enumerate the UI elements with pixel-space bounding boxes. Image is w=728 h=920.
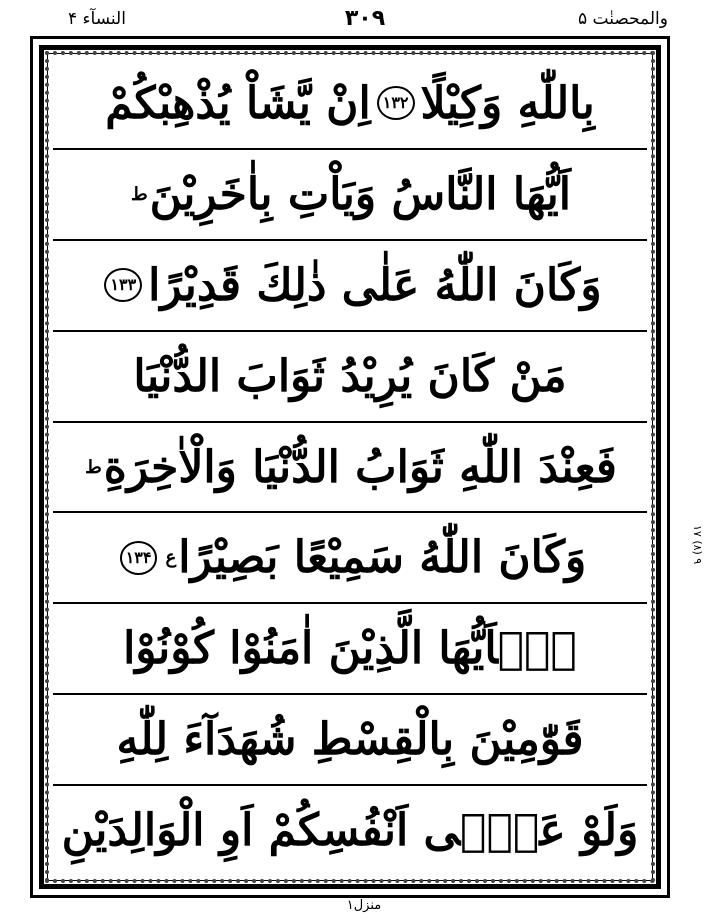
verse-line — [53, 332, 647, 423]
ayah-number: ۱۳۳ — [104, 268, 142, 302]
verse-text: وَكَانَ اللّٰهُ عَلٰى ذٰلِكَ قَدِيْرًا — [148, 259, 602, 311]
text-area — [53, 59, 647, 875]
verse-line — [53, 786, 647, 875]
manzil-marker: منزل۱ — [346, 898, 382, 913]
ornamental-frame — [30, 36, 670, 898]
verse-text: وَلَوْ عَلٰۤى اَنْفُسِكُمْ اَوِ الْوَالِدَيْنِ — [61, 805, 639, 857]
verse-text: بِاللّٰهِ وَكِيْلًا — [420, 77, 595, 129]
verse-line — [53, 604, 647, 695]
ayah-number: ۱۳۲ — [377, 86, 415, 120]
verse-text: مَنْ كَانَ يُرِيْدُ ثَوَابَ الدُّنْيَا — [133, 350, 567, 402]
juz-name: والمحصنٰت ۵ — [577, 9, 668, 29]
verse-line — [53, 59, 647, 150]
page-number: ۳۰۹ — [344, 6, 386, 31]
verse-line — [53, 241, 647, 332]
verse-text: فَعِنْدَ اللّٰهِ ثَوَابُ الدُّنْيَا وَالْاٰخِرَةِ — [103, 441, 617, 493]
verse-text: وَكَانَ اللّٰهُ سَمِيْعًا بَصِيْرًا — [178, 532, 587, 584]
verse-text: يٰۤاَيُّهَا الَّذِيْنَ اٰمَنُوْا كُوْنُوْا — [123, 623, 577, 675]
verse-line — [53, 150, 647, 241]
verse-text: اَيُّهَا النَّاسُ وَيَاْتِ بِاٰخَرِيْنَ — [149, 168, 571, 220]
waqf-mark: ط — [85, 456, 102, 478]
ruku-marker: ۱۷ (۸) ۹ — [691, 525, 704, 565]
verse-text: اِنْ يَّشَاْ يُذْهِبْكُمْ — [105, 77, 371, 129]
verse-line — [53, 513, 647, 604]
waqf-mark: ع — [165, 547, 177, 569]
surah-name: النسآء ۴ — [68, 9, 126, 29]
waqf-mark: ط — [131, 183, 148, 205]
verse-text: قَوّٰمِيْنَ بِالْقِسْطِ شُهَدَآءَ لِلّٰهِ — [116, 714, 584, 766]
ayah-number: ۱۳۴ — [120, 541, 158, 575]
verse-line — [53, 695, 647, 786]
verse-line — [53, 423, 647, 514]
